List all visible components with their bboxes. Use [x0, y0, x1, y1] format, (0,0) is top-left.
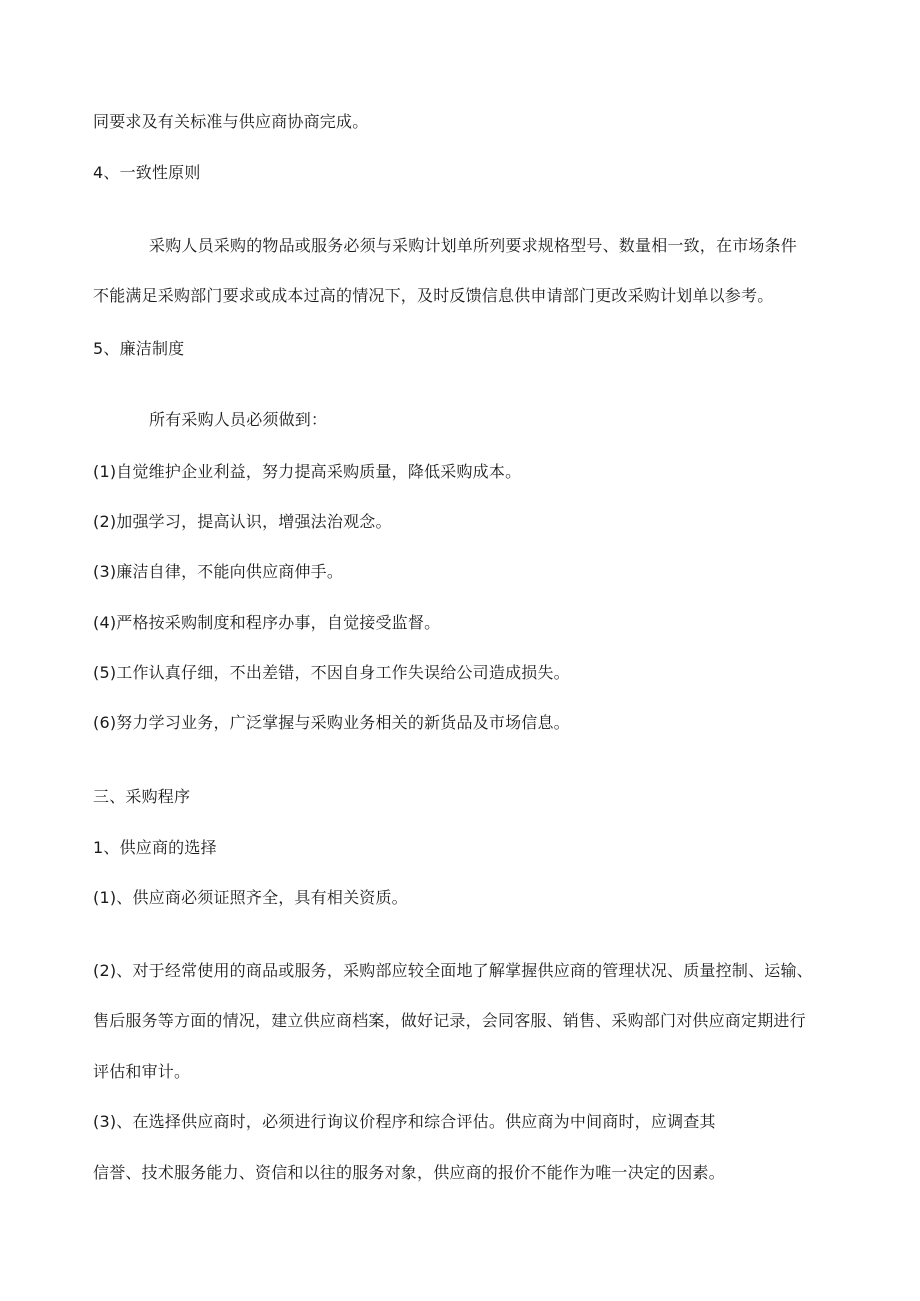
paragraph-line: 采购人员采购的物品或服务必须与采购计划单所列要求规格型号、数量相一致，在市场条件: [149, 236, 798, 255]
chapter-heading: 三、采购程序: [93, 787, 191, 806]
list-item: (1)、供应商必须证照齐全，具有相关资质。: [93, 888, 408, 907]
paragraph-line: (3)、在选择供应商时，必须进行询议价程序和综合评估。供应商为中间商时，应调查其: [93, 1112, 716, 1131]
paragraph-line: 同要求及有关标准与供应商协商完成。: [93, 112, 369, 131]
list-item: (5)工作认真仔细，不出差错，不因自身工作失误给公司造成损失。: [93, 663, 570, 682]
paragraph-line: (2)、对于经常使用的商品或服务，采购部应较全面地了解掌握供应商的管理状况、质量控制、运输、: [93, 961, 813, 980]
paragraph-line: 所有采购人员必须做到：: [149, 410, 328, 429]
list-item: (1)自觉维护企业利益，努力提高采购质量，降低采购成本。: [93, 462, 522, 481]
list-item: (6)努力学习业务，广泛掌握与采购业务相关的新货品及市场信息。: [93, 713, 570, 732]
list-item: (2)加强学习，提高认识，增强法治观念。: [93, 512, 392, 531]
paragraph-line: 售后服务等方面的情况，建立供应商档案，做好记录，会同客服、销售、采购部门对供应商定期进行: [93, 1011, 806, 1030]
list-item: (3)廉洁自律，不能向供应商伸手。: [93, 562, 344, 581]
list-item: (4)严格按采购制度和程序办事，自觉接受监督。: [93, 613, 441, 632]
paragraph-line: 评估和审计。: [93, 1062, 191, 1081]
section-heading: 1、供应商的选择: [93, 838, 217, 857]
paragraph-line: 信誉、技术服务能力、资信和以往的服务对象，供应商的报价不能作为唯一决定的因素。: [93, 1163, 725, 1182]
section-heading: 5、廉洁制度: [93, 339, 185, 358]
paragraph-line: 不能满足采购部门要求或成本过高的情况下，及时反馈信息供申请部门更改采购计划单以参考。: [93, 286, 774, 305]
section-heading: 4、一致性原则: [93, 163, 201, 182]
